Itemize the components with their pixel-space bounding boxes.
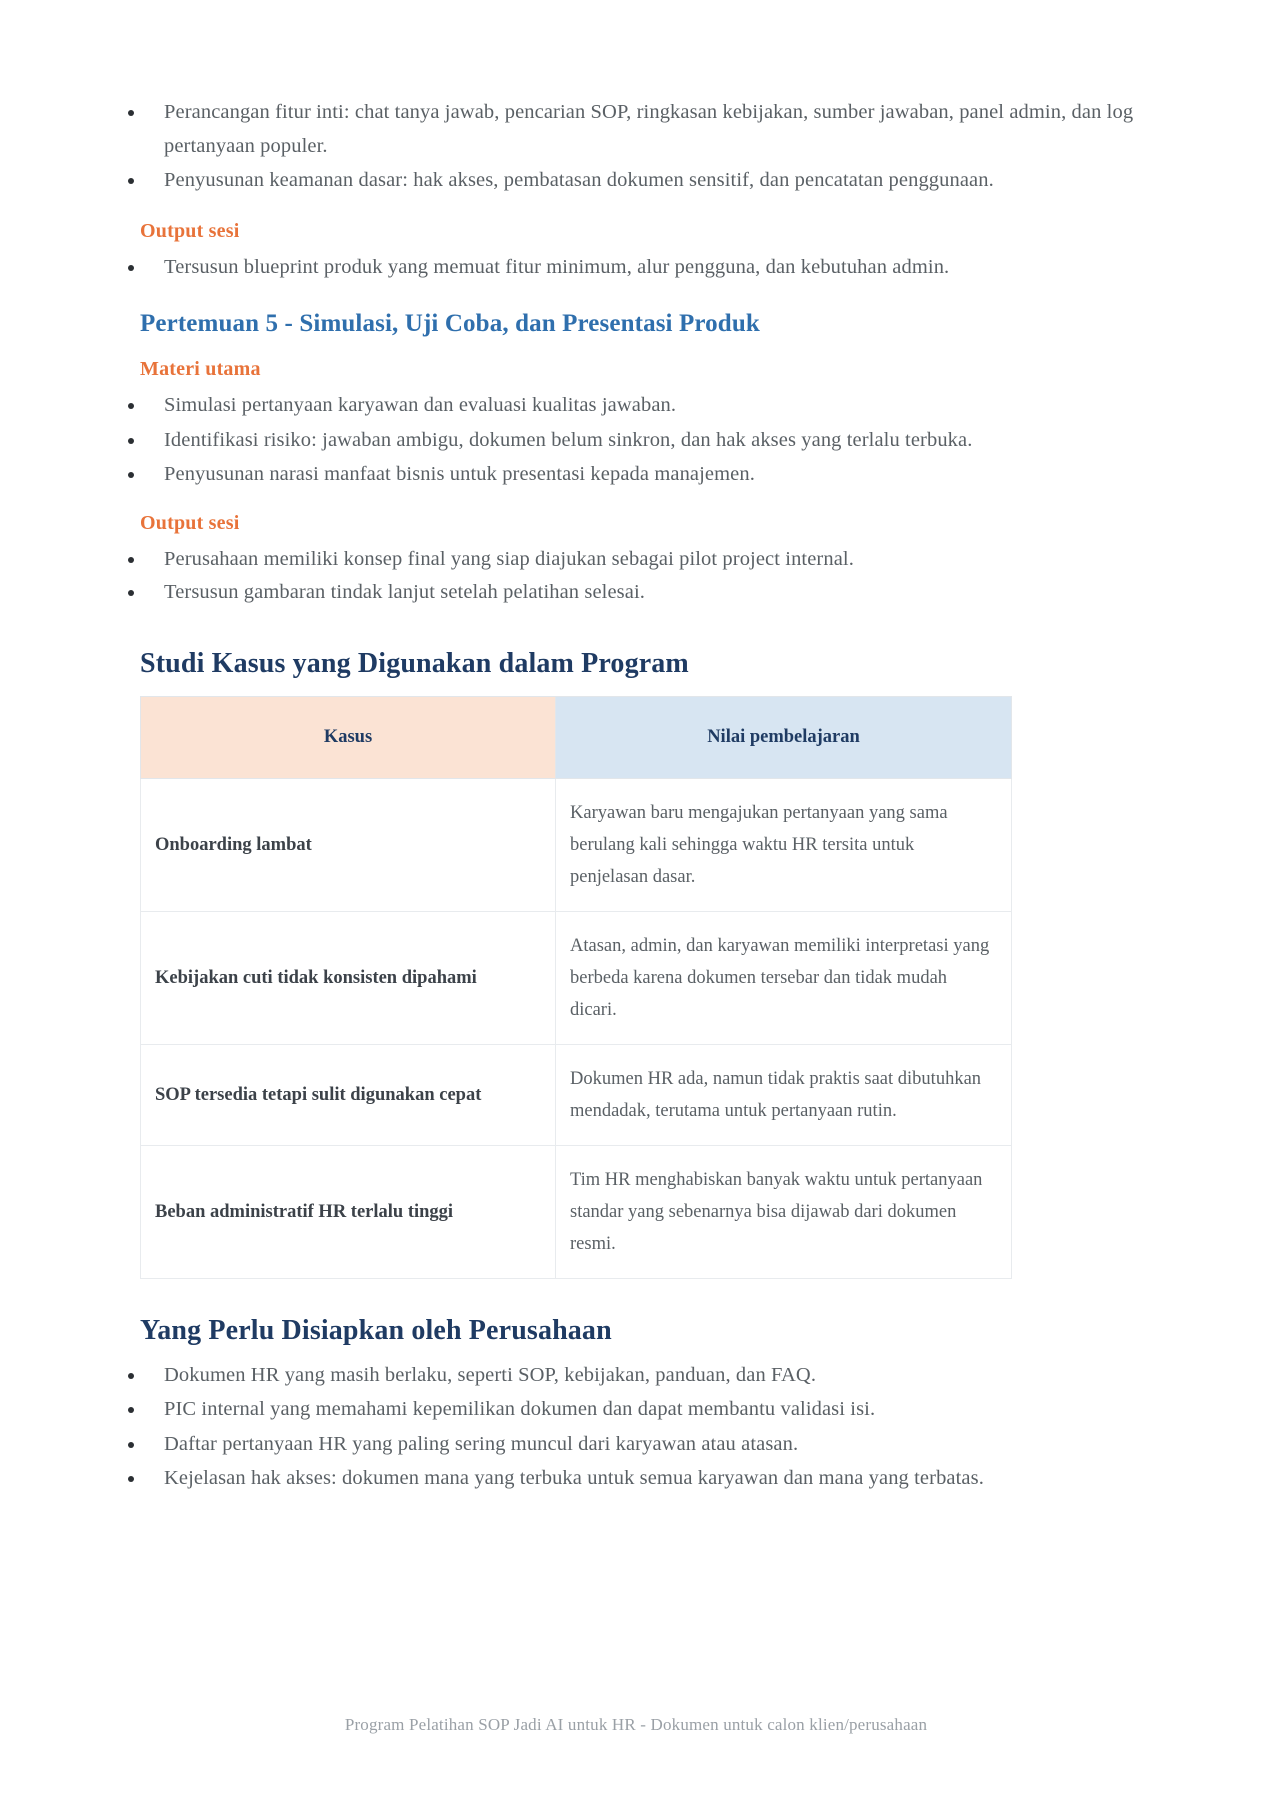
studi-kasus-heading: Studi Kasus yang Digunakan dalam Program [140,647,689,679]
persiapan-bullet-list [118,1359,1154,1496]
table-header [141,696,1012,778]
list-item: Penyusunan keamanan dasar: hak akses, pembatasan dokumen sensitif, dan pencatatan penggunaan. [118,164,1154,198]
list-item: Simulasi pertanyaan karyawan dan evaluasi kualitas jawaban. [118,389,1154,423]
column-header-nilai-pembelajaran: Nilai pembelajaran [556,696,1012,778]
table-row [141,1145,1012,1278]
materi-inti-bullet-list [118,96,1154,198]
cell-kasus: Kebijakan cuti tidak konsisten dipahami [141,911,556,1044]
column-header-kasus: Kasus [141,696,556,778]
studi-kasus-table [140,696,1012,1279]
output-sesi-1-bullet-list [118,251,1154,285]
output-sesi-label-1: Output sesi [140,219,240,242]
output-sesi-label-2: Output sesi [140,511,240,534]
list-item: Penyusunan narasi manfaat bisnis untuk presentasi kepada manajemen. [118,458,1154,492]
list-item: PIC internal yang memahami kepemilikan dokumen dan dapat membantu validasi isi. [118,1393,1154,1427]
materi-utama-label: Materi utama [140,358,261,380]
cell-kasus: Beban administratif HR terlalu tinggi [141,1145,556,1278]
pertemuan-5-heading: Pertemuan 5 - Simulasi, Uji Coba, dan Presentasi Produk [140,310,760,337]
list-item: Perancangan fitur inti: chat tanya jawab, pencarian SOP, ringkasan kebijakan, sumber jawaban, panel admin, dan log pertanyaan populer. [118,96,1154,163]
materi-utama-bullet-list [118,389,1154,492]
list-item: Kejelasan hak akses: dokumen mana yang terbuka untuk semua karyawan dan mana yang terbatas. [118,1462,1154,1496]
list-item: Identifikasi risiko: jawaban ambigu, dokumen belum sinkron, dan hak akses yang terlalu terbuka. [118,424,1154,458]
table-row [141,1044,1012,1145]
list-item: Perusahaan memiliki konsep final yang siap diajukan sebagai pilot project internal. [118,543,1154,577]
cell-nilai: Dokumen HR ada, namun tidak praktis saat dibutuhkan mendadak, terutama untuk pertanyaan rutin. [556,1044,1012,1145]
list-item: Daftar pertanyaan HR yang paling sering muncul dari karyawan atau atasan. [118,1428,1154,1462]
page-footer: Program Pelatihan SOP Jadi AI untuk HR - Dokumen untuk calon klien/perusahaan [344,1715,928,1734]
table-row [141,778,1012,911]
table-row [141,911,1012,1044]
table-body [141,778,1012,1278]
cell-kasus: SOP tersedia tetapi sulit digunakan cepat [141,1044,556,1145]
list-item: Tersusun blueprint produk yang memuat fitur minimum, alur pengguna, dan kebutuhan admin. [118,251,1154,285]
cell-kasus: Onboarding lambat [141,778,556,911]
cell-nilai: Atasan, admin, dan karyawan memiliki interpretasi yang berbeda karena dokumen tersebar dan tidak mudah dicari. [556,911,1012,1044]
table-header-row [141,696,1012,778]
persiapan-heading: Yang Perlu Disiapkan oleh Perusahaan [140,1314,612,1346]
cell-nilai: Tim HR menghabiskan banyak waktu untuk pertanyaan standar yang sebenarnya bisa dijawab dari dokumen resmi. [556,1145,1012,1278]
list-item: Dokumen HR yang masih berlaku, seperti SOP, kebijakan, panduan, dan FAQ. [118,1359,1154,1393]
list-item: Tersusun gambaran tindak lanjut setelah pelatihan selesai. [118,576,1154,610]
output-sesi-2-bullet-list [118,543,1154,610]
cell-nilai: Karyawan baru mengajukan pertanyaan yang sama berulang kali sehingga waktu HR tersita untuk penjelasan dasar. [556,778,1012,911]
